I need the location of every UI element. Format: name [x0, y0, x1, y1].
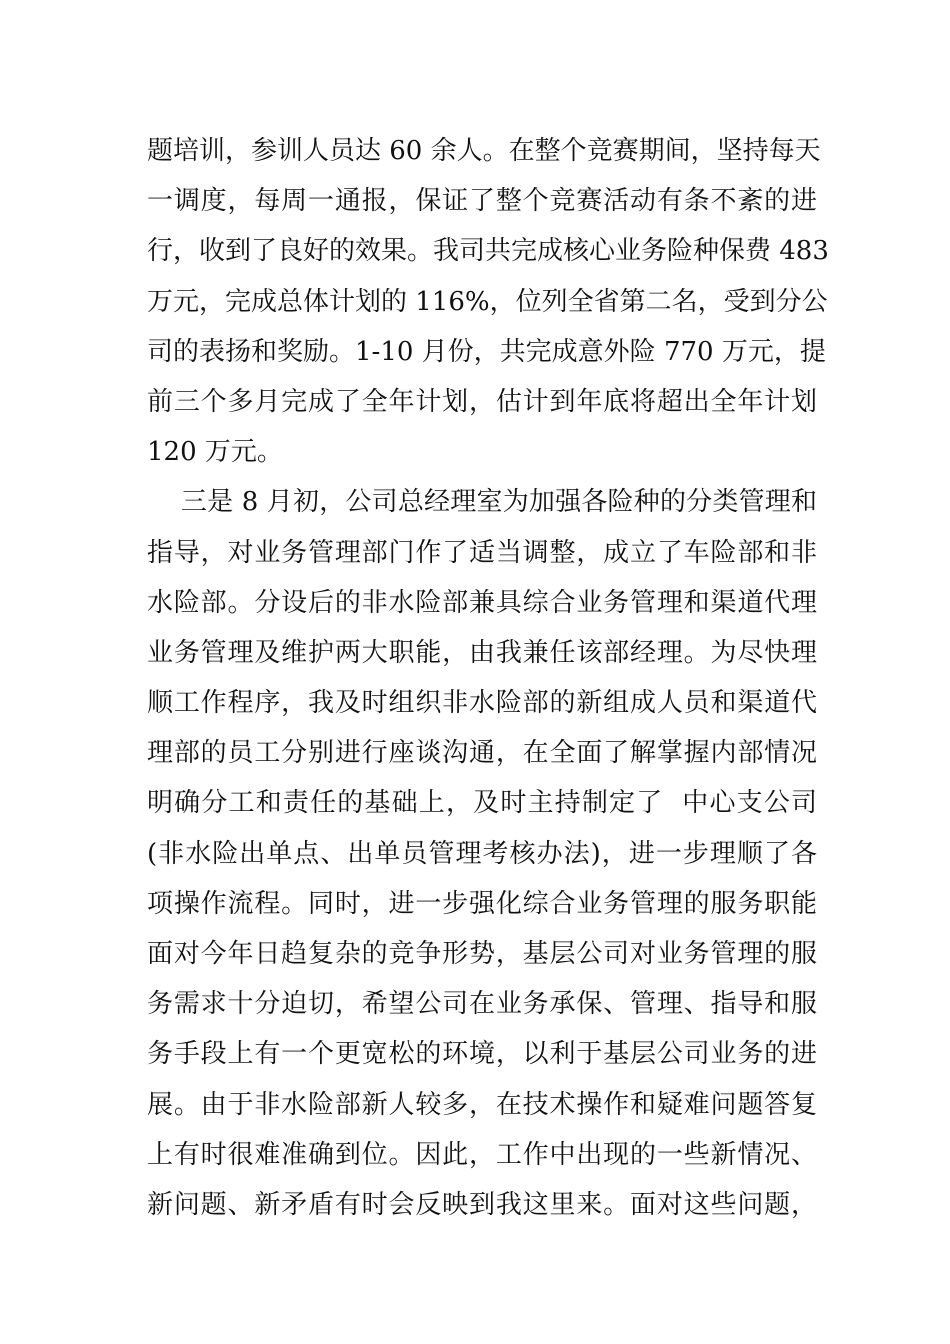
text-line: 业务管理及维护两大职能，由我兼任该部经理。为尽快理 [147, 637, 817, 668]
text-line: (非水险出单点、出单员管理考核办法)，进一步理顺了各 [147, 838, 817, 869]
text-line: 务手段上有一个更宽松的环境，以利于基层公司业务的进 [147, 1039, 817, 1070]
text-line: 指导，对业务管理部门作了适当调整，成立了车险部和非 [147, 537, 817, 568]
text-line: 水险部。分设后的非水险部兼具综合业务管理和渠道代理 [147, 587, 817, 618]
text-line: 120 万元。 [147, 437, 283, 468]
document-body [147, 126, 829, 1230]
text-line: 万元，完成总体计划的 116%，位列全省第二名，受到分公 [147, 286, 828, 317]
text-line: 理部的员工分别进行座谈沟通，在全面了解掌握内部情况 [147, 738, 817, 769]
text-line: 项操作流程。同时，进一步强化综合业务管理的服务职能 [147, 888, 817, 919]
text-line: 上有时很难准确到位。因此，工作中出现的一些新情况、 [147, 1139, 817, 1170]
text-line: 题培训，参训人员达 60 余人。在整个竞赛期间，坚持每天 [147, 136, 821, 166]
text-line: 明确分工和责任的基础上，及时主持制定了 中心支公司 [147, 788, 817, 819]
text-line: 司的表扬和奖励。1-10 月份，共完成意外险 770 万元，提 [147, 336, 826, 367]
text-line: 行，收到了良好的效果。我司共完成核心业务险种保费 483 [147, 236, 829, 267]
text-line: 一调度，每周一通报，保证了整个竞赛活动有条不紊的进 [147, 186, 817, 217]
text-line: 务需求十分迫切，希望公司在业务承保、管理、指导和服 [147, 989, 817, 1020]
text-line: 三是 8 月初，公司总经理室为加强各险种的分类管理和 [147, 487, 817, 518]
text-line: 展。由于非水险部新人较多，在技术操作和疑难问题答复 [147, 1089, 817, 1120]
text-line: 前三个多月完成了全年计划，估计到年底将超出全年计划 [147, 386, 817, 417]
text-line: 面对今年日趋复杂的竞争形势，基层公司对业务管理的服 [147, 939, 817, 969]
text-line: 顺工作程序，我及时组织非水险部的新组成人员和渠道代 [147, 688, 817, 719]
text-line: 新问题、新矛盾有时会反映到我这里来。面对这些问题， [147, 1189, 817, 1220]
